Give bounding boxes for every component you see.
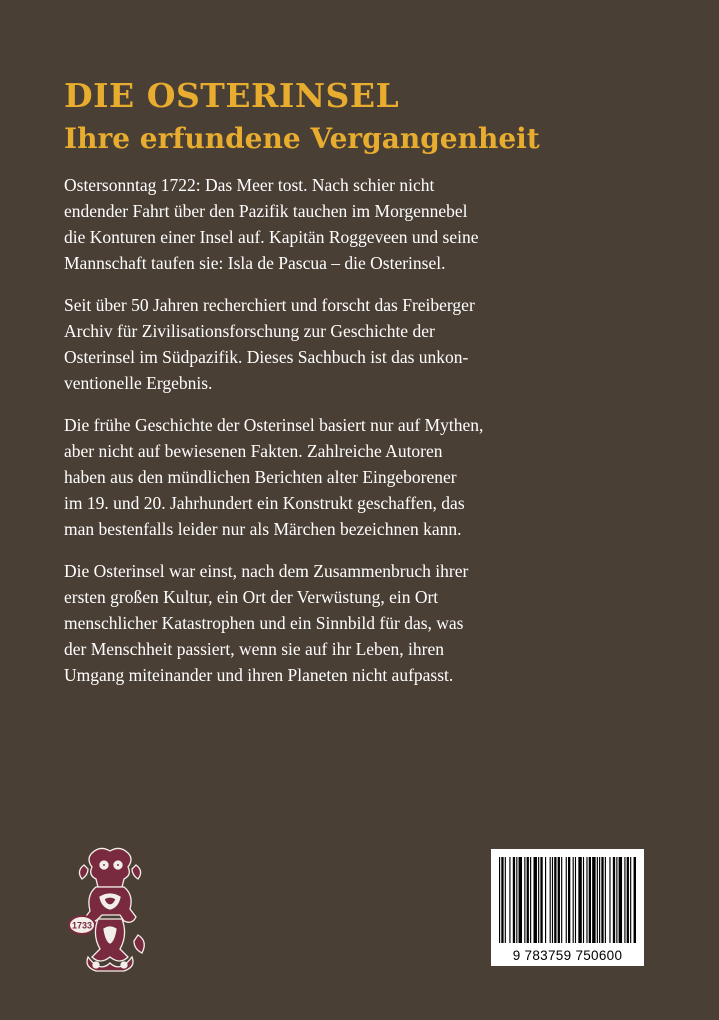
barcode-bar: [630, 857, 631, 943]
barcode-bar: [605, 857, 606, 943]
barcode-bar: [558, 857, 560, 943]
publisher-figure-logo: [62, 845, 158, 975]
barcode-bar: [599, 857, 600, 943]
barcode-bar: [524, 857, 525, 943]
barcode-bar: [566, 857, 567, 943]
barcode-bar: [619, 857, 622, 943]
barcode-bar: [519, 857, 522, 943]
barcode-bar: [561, 857, 562, 943]
barcode-bar: [624, 857, 625, 943]
logo-year-label: 1733: [71, 920, 93, 931]
book-title: DIE OSTERINSEL: [64, 76, 400, 115]
barcode-bar: [509, 857, 510, 943]
barcode-bar: [601, 857, 603, 943]
barcode-bar: [516, 857, 517, 943]
barcode-bar: [552, 857, 553, 943]
barcode-bar: [575, 857, 576, 943]
barcode-bar: [634, 857, 636, 943]
barcode-bar: [499, 857, 500, 943]
barcode-bar: [586, 857, 587, 943]
blurb-paragraph-4: Die Osterinsel war einst, nach dem Zusammenbruch ihrer ersten großen Kultur, ein Ort der Verwüstung, ein Ort menschlicher Katastrophen und ein Sinnbild für das, was der Menschheit passiert, wenn sie auf ihr Leben, ihren Umgang miteinander und ihren Planeten nicht aufpasst.: [64, 561, 469, 685]
blurb-paragraph-3: Die frühe Geschichte der Osterinsel basiert nur auf Mythen, aber nicht auf bewiesenen Fakten. Zahlreiche Autoren haben aus den mündlichen Berichten alter Eingeborener im 19. und 20. Jahrhundert ein Konstrukt geschaffen, das man bestenfalls leider nur als Märchen bezeichnen kann.: [64, 415, 484, 539]
barcode-bar: [627, 857, 629, 943]
barcode-bar: [568, 857, 570, 943]
barcode-bar: [554, 857, 556, 943]
barcode-bar: [573, 857, 574, 943]
barcode-bar: [538, 857, 539, 943]
isbn-barcode: [491, 849, 644, 966]
barcode-bar: [583, 857, 584, 943]
barcode-bar: [534, 857, 537, 943]
barcode-bar: [597, 857, 598, 943]
barcode-bar: [513, 857, 515, 943]
barcode-bar: [545, 857, 546, 943]
barcode-bar: [505, 857, 506, 943]
barcode-bar: [592, 857, 595, 943]
isbn-number: 9 783759 750600: [512, 948, 623, 963]
blurb: [64, 172, 664, 704]
barcode-bar: [540, 857, 542, 943]
book-subtitle: Ihre erfundene Vergangenheit: [64, 122, 540, 155]
barcode-bar: [527, 857, 529, 943]
barcode-bar: [613, 857, 615, 943]
barcode-bar: [578, 857, 581, 943]
publisher-logo-icon: [62, 845, 158, 975]
barcode-bar: [530, 857, 531, 943]
barcode-bar: [589, 857, 591, 943]
barcode-bar: [616, 857, 617, 943]
barcode-bar: [550, 857, 551, 943]
barcode-bar: [609, 857, 610, 943]
barcode-bar: [501, 857, 503, 943]
blurb-paragraph-1: Ostersonntag 1722: Das Meer tost. Nach schier nicht endender Fahrt über den Pazifik tauchen im Morgennebel die Konturen einer Insel auf. Kapitän Roggeveen und seine Mannschaft taufen sie: Isla de Pascua – die Osterinsel.: [64, 175, 479, 273]
blurb-paragraph-2: Seit über 50 Jahren recherchiert und forscht das Freiberger Archiv für Zivilisationsforschung zur Geschichte der Osterinsel im Südpazifik. Dieses Sachbuch ist das unkon- ventionelle Ergebnis.: [64, 295, 475, 393]
